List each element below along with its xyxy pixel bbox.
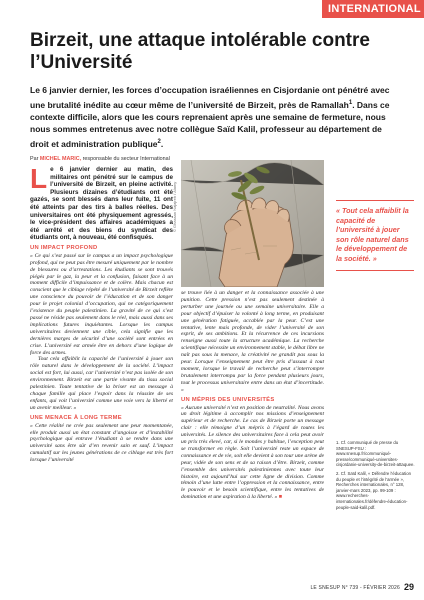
article-photo xyxy=(181,160,324,287)
headline-rest: une attaque intolérable contre l’Université xyxy=(30,30,370,73)
subhead-impact: UN IMPACT PROFOND xyxy=(30,244,98,251)
fist-olive-branch-illustration xyxy=(181,160,324,287)
subhead-mepris: UN MÉPRIS DES UNIVERSITÉS xyxy=(181,396,275,403)
lede-end: . xyxy=(160,138,164,149)
page-number: 29 xyxy=(403,582,414,592)
lede-footnote-ref-1: 1 xyxy=(348,99,353,106)
article-column-2 xyxy=(181,290,324,501)
page-footer xyxy=(0,583,424,595)
paragraph-mepris xyxy=(181,405,324,502)
footer-issue: LE SNESUP N° 739 - FÉVRIER 2026 xyxy=(310,585,400,591)
pull-quote-text: « Tout cela affaiblit la capacité de l’université à jouer son rôle naturel dans le développement de la société. » xyxy=(336,206,409,263)
pull-quote xyxy=(336,200,414,271)
lede-footnote-ref-2: 2 xyxy=(157,138,161,145)
lede-part-1: Le 6 janvier dernier, les forces d’occupation israéliennes en Cisjordanie ont pénétré avec une brutalité inédite au cœur même de l’université de Birzeit, près de Ramallah xyxy=(30,85,390,110)
article-lede xyxy=(30,84,390,150)
intro-text: e 6 janvier dernier au matin, des militaires ont pénétré sur le campus de l’université de Birzeit, en pleine activité. Plusieurs dizaines d’étudiants ont été gazés, se sont blessés dans leur fuite, 11 ont été atteints par des tirs à balles réelles. Des universitaires ont été physiquement agressés, le vice-président des affaires académiques a été arrêté et des biens du syndicat des étudiants ont, à nouveau, été confisqués. xyxy=(30,166,173,242)
paragraph-continued: se trouve liée à un danger et la connaissance associée à une punition. Cette pression n’est pas seulement destinée à perturber une journée ou une semaine universitaire. Elle a pour objectif d’épuiser la volonté à long terme, en produisant une génération fatiguée, accablée par la peur. C’est une tentative, lente mais profonde, de vider l’université de son esprit, de ses ambitions. Et la récurrence de ces incursions renseigne aussi toute la structure académique. La recherche scientifique nécessite un environnement stable, le débat libre ne naît pas sous la menace, la créativité ne grandit pas sous la peur. Lorsque l’enseignement peut être pris d’assaut à tout moment, lorsque le travail de recherche peut s’interrompre brutalement interrompu par la force pendant plusieurs jours, tout le processus universitaire entre dans un état d’incertitude. » xyxy=(181,290,324,393)
article-headline xyxy=(30,30,370,74)
paragraph-impact-2: Tout cela affaiblit la capacité de l’université à jouer son rôle naturel dans le développement de la société. L’impact social est fort, lui aussi, car l’université n’est pas isolée de son environnement. Birzeit est une partie vivante du tissu social palestinien. Toute tentative de la briser est un message à chaque famille qui place l’espoir dans la réussite de ses enfants, qui voit l’université comme une voie vers la liberté et un avenir meilleur. » xyxy=(30,356,173,411)
photo-credit: © Ghassan Najajreh / Alamy xyxy=(172,181,177,232)
footnote-2: 2. Cf. Saïd Kalil, « Défendre l’éducation du peuple et l’intégrité de l’armée », Recherches internationales, n° 128, janvier-mars 2023, pp. 99-109 : www.recherches-internationales.fr/défendre-éducation-peuple-said-kalil.pdf. xyxy=(336,470,412,510)
section-tag: INTERNATIONAL xyxy=(322,0,424,18)
article-column-1 xyxy=(30,163,173,464)
byline-author: MICHEL MARIC, xyxy=(39,156,82,162)
paragraph-mepris-text: « Aucune université n’est en position de neutralité. Nous avons un droit légitime à accomplir nos missions d’enseignement supérieur et de recherche. Le cas de Birzeit porte un message clair : elle témoigne d’un mépris à l’égard de toutes les universités. Le silence des universitaires face à cela peut avoir un prix très élevé, car, si le mondes y habitue, l’exception peut se transformer en règle. Soit l’université reste un espace de connaissance et de vie, soit elle devient à son tour une arène de peur, vidée de son sens et de sa raison d’être. Birzeit, comme l’ensemble des universités palestiniennes avec toute leur histoire, est aujourd’hui sur cette ligne de division. Comme témoin d’une lutte entre l’oppression et la connaissance, entre le pouvoir et le besoin scientifique, entre les tentatives de domination et une aspiration à la liberté. » xyxy=(181,404,324,501)
footnote-1: 1. Cf. communiqué de presse du SNESUP-FSU : www.snesup.fr/communiqué-presse/communiqué-universites-cisjordanie-university-de-birzeit-attaquee. xyxy=(336,440,415,468)
subhead-menace: UNE MENACE À LONG TERME xyxy=(30,414,122,421)
drop-cap: L xyxy=(30,163,48,194)
lede-part-2: . Dans ce contexte difficile, alors que les cours reprenaient après une semaine de fermeture, nous nous sommes entretenus avec notre collègue Saïd Kalil, professeur au département de droit et administration publique xyxy=(30,99,390,149)
paragraph-menace: « Cette réalité ne crée pas seulement une peur momentanée, elle produit aussi un état constant d’angoisse et d’instabilité psychologique qui entrave l’étudiant à se rendre dans une université sans être sûr d’en revenir sain et sauf. L’impact cumulatif sur les jeunes générations de ce ciblage est très fort lorsque l’université xyxy=(30,422,173,464)
byline-role: responsable du secteur International xyxy=(82,156,170,162)
intro-paragraph xyxy=(30,163,173,242)
headline-bold: Birzeit, xyxy=(30,30,94,51)
footnotes xyxy=(336,440,416,513)
end-of-article-mark: ■ xyxy=(278,494,283,501)
byline-prefix: Par xyxy=(30,156,39,162)
byline xyxy=(30,156,180,163)
paragraph-impact-1: « Ce qui s’est passé sur le campus a un impact psychologique profond, qui ne peut pas être mesuré uniquement par le nombre de blessures ou d’arrestations. Les étudiants se sont trouvés piégés par le gaz, la peur et la confusion, faisant face à un moment difficile d’impuissance et de colère. Mais chacun est conscient que le ciblage répété de l’université de Birzeit reflète une conscience du pouvoir de l’éducation et de son danger pour le projet colonial d’occupation, qui ne catégoriquement l’existence du peuple palestinien. La gravité de ce qui s’est passé ne réside pas seulement dans le réel, mais aussi dans ses implications futures inquiétantes. Lorsque les campus universitaires deviennent une cible, cela signifie que les dernières marges de sécurité d’une société sont entrées en crise. L’université est armée être en dehors d’une logique de force des armes. xyxy=(30,252,173,356)
